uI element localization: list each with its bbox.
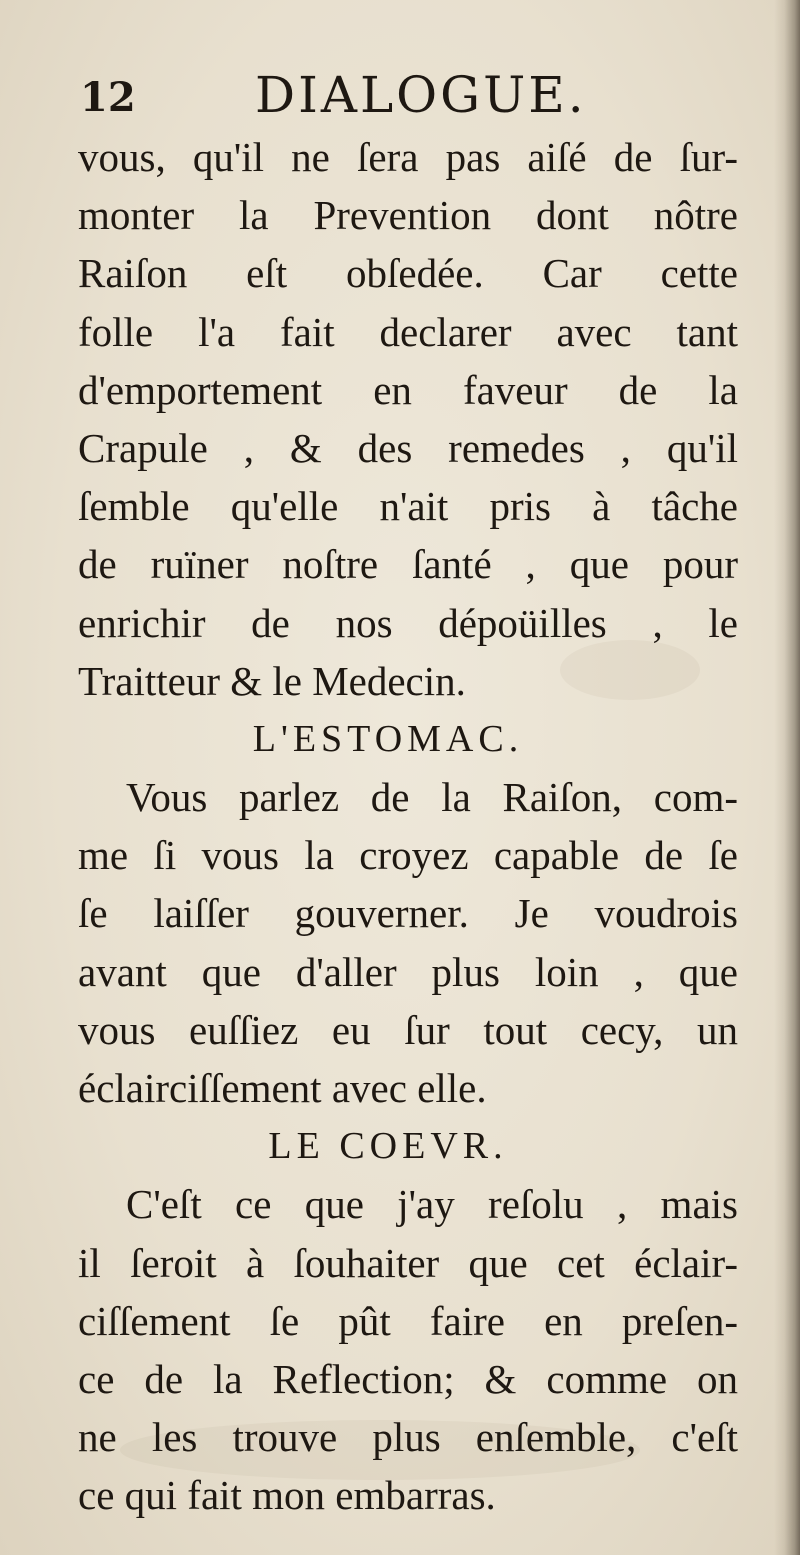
- text-line: vous, qu'il ne ſera pas aiſé de ſur-: [78, 134, 738, 180]
- page-header: [80, 66, 740, 130]
- text-line: avant que d'aller plus loin , que: [78, 948, 738, 995]
- text-line: éclairciſſement avec elle.: [78, 1065, 487, 1111]
- text-line: Traitteur & le Medecin.: [78, 657, 466, 704]
- text-line: ſemble qu'elle n'ait pris à tâche: [78, 483, 738, 530]
- speaker-heading: L'ESTOMAC.: [252, 717, 524, 760]
- text-line: vous euſſiez eu ſur tout cecy, un: [78, 1006, 738, 1053]
- text-line: folle l'a fait declarer avec tant: [78, 308, 738, 355]
- text-line: de ruïner noſtre ſanté , que pour: [78, 541, 738, 588]
- book-gutter-shadow: [774, 0, 800, 1555]
- text-line: d'emportement en faveur de la: [78, 366, 738, 413]
- page-number: 12: [80, 74, 136, 121]
- text-line: ne les trouve plus enſemble, c'eſt: [78, 1414, 738, 1461]
- text-line: ciſſement ſe pût faire en preſen-: [78, 1297, 738, 1344]
- running-head: DIALOGUE.: [255, 66, 587, 124]
- text-line: C'eſt ce que j'ay reſolu , mais: [126, 1181, 738, 1228]
- body-text: [78, 128, 738, 1525]
- text-line: il ſeroit à ſouhaiter que cet éclair-: [78, 1239, 738, 1286]
- text-line: Vous parlez de la Raiſon, com-: [126, 774, 738, 821]
- speaker-heading: LE COEVR.: [268, 1125, 508, 1168]
- text-line: enrichir de nos dépoüilles , le: [78, 599, 738, 646]
- text-line: monter la Prevention dont nôtre: [78, 192, 738, 239]
- text-line: Crapule , & des remedes , qu'il: [78, 424, 738, 471]
- text-line: me ſi vous la croyez capable de ſe: [78, 832, 738, 879]
- text-line: ce de la Reflection; & comme on: [78, 1355, 738, 1402]
- text-line: ce qui fait mon embarras.: [78, 1472, 496, 1519]
- text-line: Raiſon eſt obſedée. Car cette: [78, 250, 738, 297]
- text-line: ſe laiſſer gouverner. Je voudrois: [78, 890, 738, 937]
